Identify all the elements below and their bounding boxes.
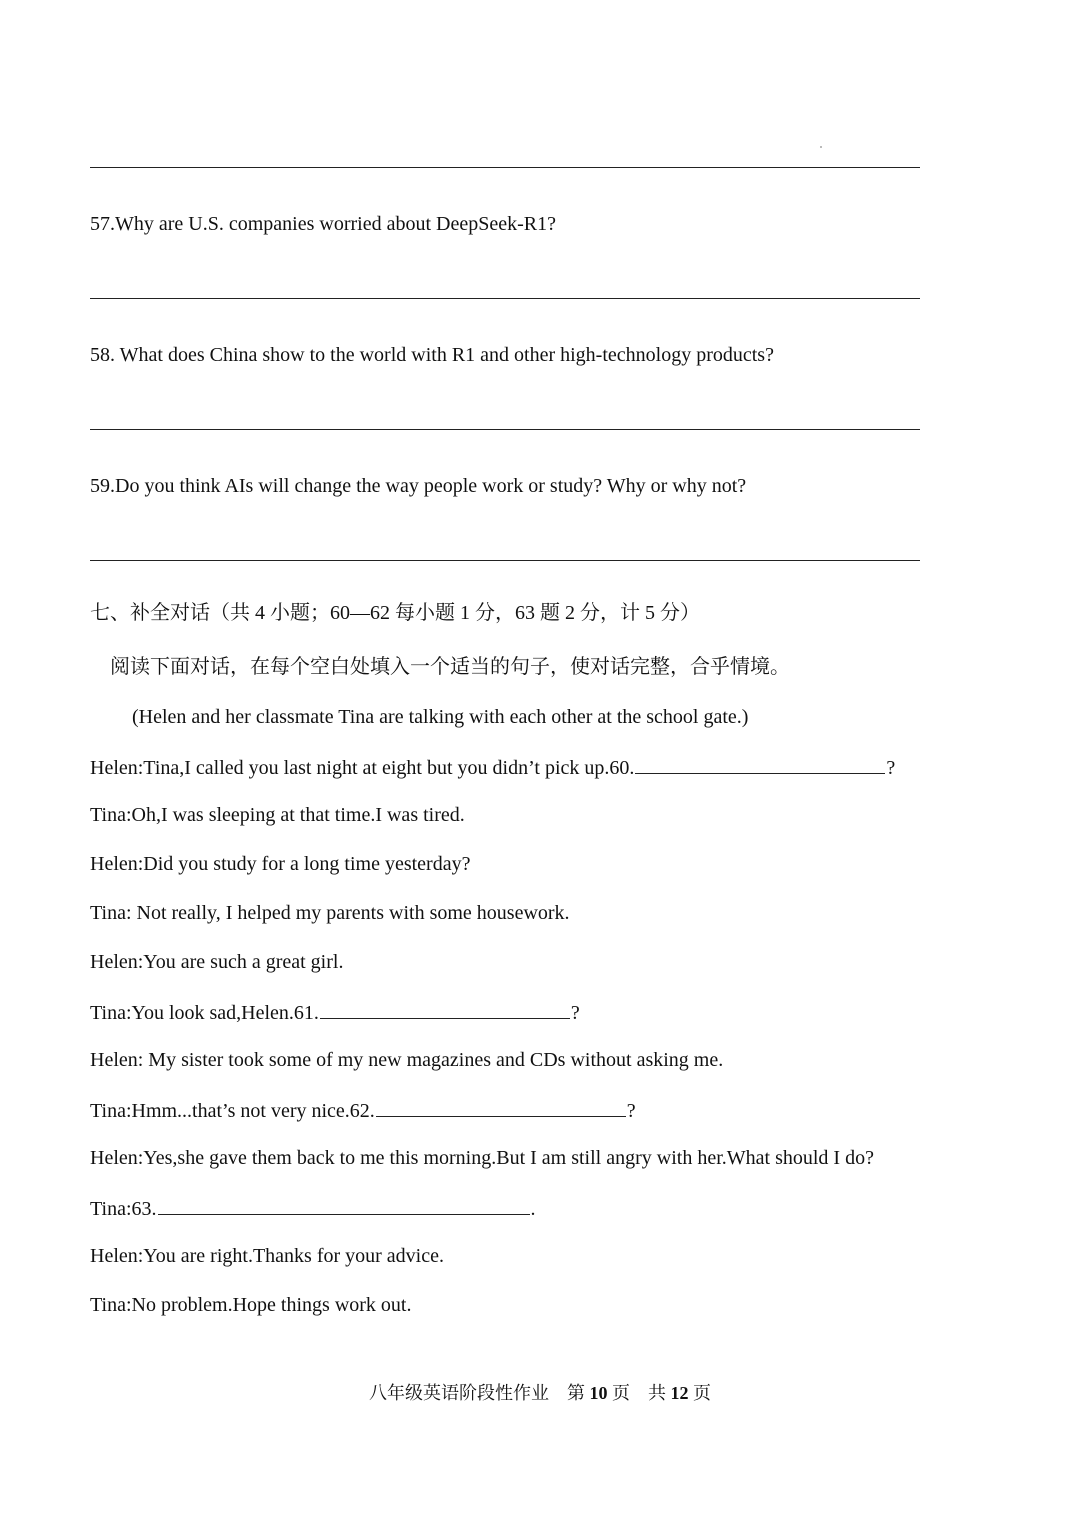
dialogue-line-63 — [90, 1194, 536, 1222]
dialogue-punct: ? — [626, 1100, 636, 1122]
dialogue-punct: ? — [886, 757, 896, 779]
footer-prefix: 八年级英语阶段性作业 第 — [369, 1383, 590, 1403]
dialogue-scene: (Helen and her classmate Tina are talking with each other at the school gate.) — [132, 706, 749, 728]
dialogue-text: Tina:Hmm...that’s not very nice.62. — [90, 1100, 375, 1122]
dialogue-line: Tina:Oh,I was sleeping at that time.I was tired. — [90, 804, 465, 826]
dialogue-text: Tina:63. — [90, 1198, 157, 1220]
dialogue-punct: . — [530, 1198, 536, 1220]
dialogue-line: Helen:Yes,she gave them back to me this morning.But I am still angry with her.What should I do? — [90, 1147, 874, 1169]
section-title: 七、补全对话（共 4 小题；60—62 每小题 1 分，63 题 2 分，计 5 分） — [90, 602, 700, 624]
answer-blank-63[interactable] — [158, 1194, 530, 1215]
dialogue-text: Tina:You look sad,Helen.61. — [90, 1002, 319, 1024]
dialogue-line: Helen:You are such a great girl. — [90, 951, 344, 973]
answer-blank-62[interactable] — [376, 1096, 626, 1117]
dialogue-line: Tina: Not really, I helped my parents with some housework. — [90, 902, 570, 924]
scan-speck — [820, 146, 822, 148]
dialogue-text: Helen:Tina,I called you last night at eight but you didn’t pick up.60. — [90, 757, 635, 779]
dialogue-line-60 — [90, 753, 895, 781]
footer-page-number: 10 — [589, 1383, 608, 1403]
dialogue-line: Tina:No problem.Hope things work out. — [90, 1294, 412, 1316]
answer-line-59[interactable] — [90, 560, 920, 561]
answer-line-57[interactable] — [90, 298, 920, 299]
section-instruction: 阅读下面对话，在每个空白处填入一个适当的句子，使对话完整，合乎情境。 — [110, 656, 790, 678]
dialogue-punct: ? — [570, 1002, 580, 1024]
footer-suffix: 页 — [688, 1383, 711, 1403]
question-58: 58. What does China show to the world with R1 and other high-technology products? — [90, 344, 774, 366]
dialogue-line: Helen:You are right.Thanks for your advice. — [90, 1245, 444, 1267]
page-footer — [0, 1381, 1080, 1405]
question-57: 57.Why are U.S. companies worried about DeepSeek-R1? — [90, 213, 556, 235]
footer-total-pages: 12 — [670, 1383, 689, 1403]
answer-line-56[interactable] — [90, 167, 920, 168]
dialogue-line: Helen:Did you study for a long time yesterday? — [90, 853, 471, 875]
dialogue-line-61 — [90, 998, 580, 1026]
question-59: 59.Do you think AIs will change the way people work or study? Why or why not? — [90, 475, 747, 497]
dialogue-line: Helen: My sister took some of my new magazines and CDs without asking me. — [90, 1049, 724, 1071]
footer-middle: 页 共 — [607, 1383, 671, 1403]
dialogue-line-62 — [90, 1096, 636, 1124]
answer-line-58[interactable] — [90, 429, 920, 430]
answer-blank-60[interactable] — [635, 753, 885, 774]
answer-blank-61[interactable] — [320, 998, 570, 1019]
